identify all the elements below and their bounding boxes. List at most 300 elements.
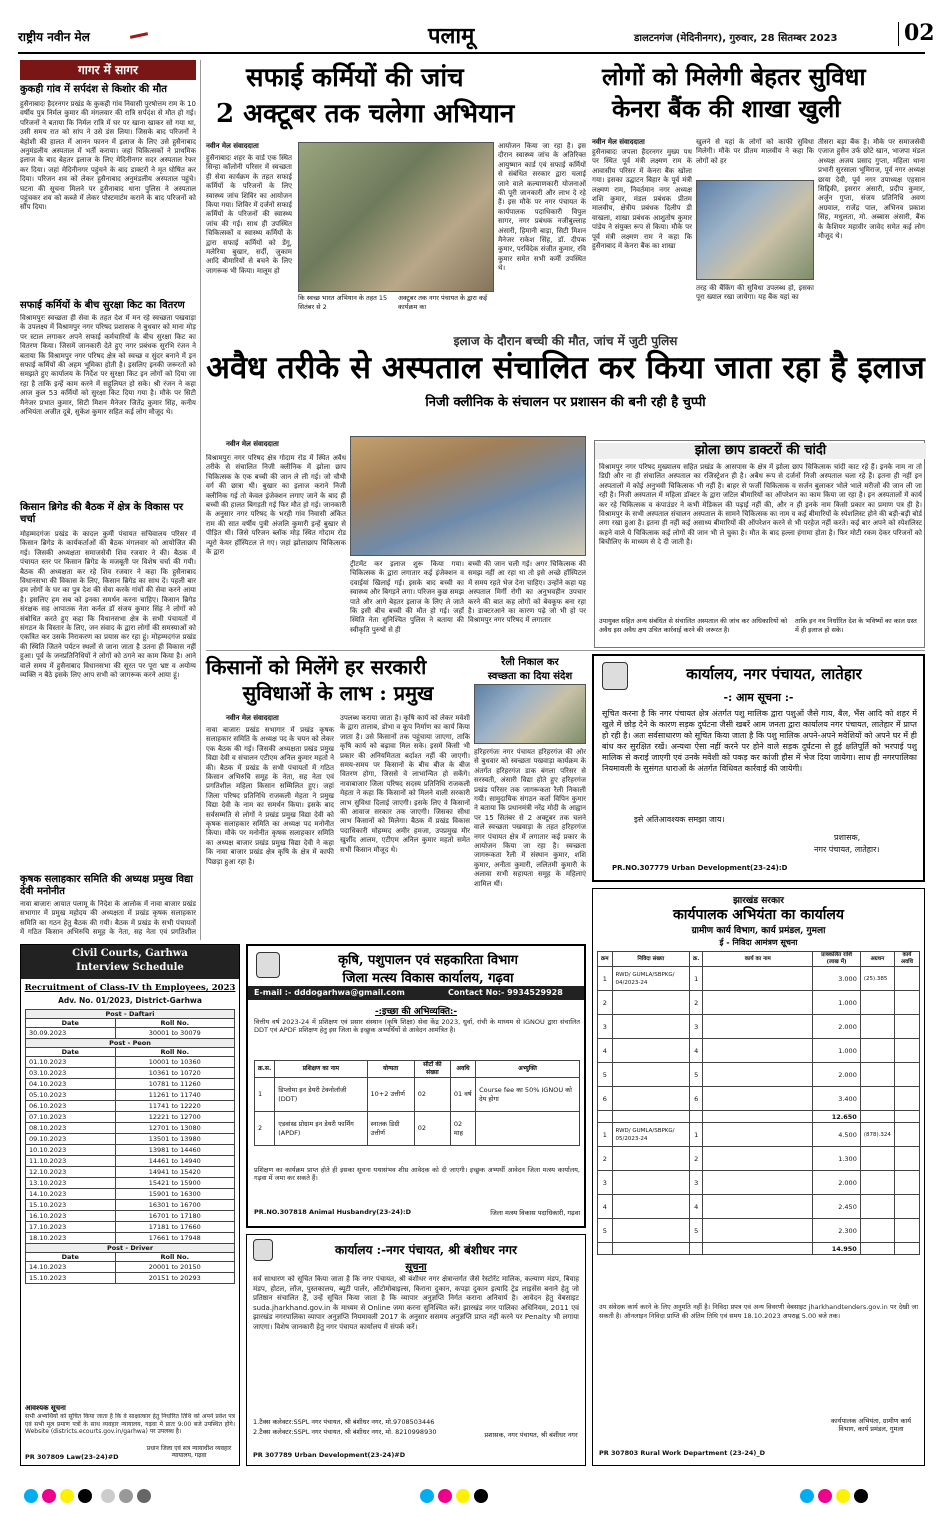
table-cell: 10001 to 10360	[115, 1057, 234, 1068]
masthead	[18, 20, 935, 50]
column-header: Roll No.	[115, 1253, 234, 1262]
table-cell: 03.10.2023	[26, 1068, 116, 1079]
emblem-icon	[256, 952, 280, 978]
table-cell: 11261 to 11740	[115, 1090, 234, 1101]
column-header: प्रशिक्षण का नाम	[275, 1061, 367, 1078]
table-cell	[612, 1063, 689, 1087]
table-cell	[703, 1123, 813, 1147]
table-row	[598, 1171, 920, 1195]
table-cell	[703, 1195, 813, 1219]
story-body: ट्रीटमेंट कर इलाज शुरू किया गया। चिकित्सक के द्वारा लगातार कई इंजेक्शन व दवाईयां खिलाई गई। इसके बाद बच्ची का स्वास्थ्य और बिगड़ने लगा। परिजन कुछ समझ पाते और आगे बेहतर इलाज के लिए ले जाते कि इसी बीच बच्ची की मौत हो गई। जहाँ स्थिति नेता सुनिश्चित पुलिस ने बताया की स्वीकृति पुरुषों से ही	[350, 560, 464, 634]
ad-intro: वित्तीय वर्ष 2023-24 में प्रशिक्षण एवं प्रसार संस्थान (कृषि शिक्षा) सेवा केंद्र 2023, धुर्वा, रांची के माध्यम से IGNOU द्वारा संचालित DDT एवं APDF प्रशिक्षण हेतु इस जिला के इच्छुक अभ्यर्थियों से आवेदन आमंत्रित है।	[254, 1018, 580, 1035]
post-header: Post - Daftari	[26, 1010, 235, 1019]
table-cell	[689, 1243, 702, 1255]
table-cell: 16301 to 16700	[115, 1200, 234, 1211]
ad-release-no: PR.NO.307818 Animal Husbandry(23-24):D	[254, 1208, 412, 1216]
table-cell	[703, 1039, 813, 1063]
ad-contact: 2.टैक्स कलेक्टर:SSPL नगर पंचायत, श्री बंशीधर नगर, मो. 8210998930	[253, 1428, 437, 1436]
table-row	[26, 1048, 235, 1057]
left-column	[20, 60, 196, 936]
table-cell: 1	[689, 967, 702, 991]
table-cell: 1	[598, 967, 613, 991]
table-cell: 2	[598, 991, 613, 1015]
table-cell: 2.000	[813, 1015, 861, 1039]
masthead-rule	[18, 52, 925, 54]
table-row	[598, 952, 920, 967]
ad-email: E-mail :- dddogarhwa@gmail.com	[254, 988, 405, 997]
brief-title: सफाई कर्मियों के बीच सुरक्षा किट का वितरण	[20, 300, 185, 311]
ad-title: Civil Courts, Garhwa	[72, 948, 188, 959]
table-cell	[860, 991, 894, 1015]
table-cell: 02	[414, 1078, 450, 1112]
ad-sub: Recruitment of Class-IV th Employees, 2023	[24, 983, 236, 993]
table-cell: 18.10.2023	[26, 1233, 116, 1244]
story-body: विश्रामपुरः नगर परिषद क्षेत्र गोदाम रोड में स्थित अवैध तरीके से संचालित निजी क्लीनिक में झोला छाप चिकित्सक के एक बच्ची की जान ले ली गई। जो चौथी वर्ग की छात्रा थी। बुखार का इलाज कराने निजी क्लीनिक गई तो केवल इंजेक्शन लगाए जाने के बाद ही बच्ची की हालत बिगड़ती गई फिर मौत हो गई। जानकारी के अनुसार नगर परिषद के भरही गांव निवासी अंकित राम की सात वर्षीय पुत्री अंजलि कुमारी इन्हें बुखार से पीड़ित थी। जिसे परिजन ब्लॉक मोड़ स्थित गोदाम रोड न्यूरो केयर हॉस्पिटल ले गए। जहां झोलाछाप चिकित्सक के द्वारा	[206, 454, 346, 557]
table-row	[26, 1134, 235, 1145]
table-cell: 5	[689, 1219, 702, 1243]
table-row	[26, 1211, 235, 1222]
table-cell	[703, 1111, 813, 1123]
table-row	[26, 1233, 235, 1244]
table-row	[598, 991, 920, 1015]
table-cell: 13501 to 13980	[115, 1134, 234, 1145]
table-row	[598, 1039, 920, 1063]
table-cell: 17181 to 17660	[115, 1222, 234, 1233]
section-strip: गागर में सागर	[20, 60, 196, 80]
table-row	[26, 1057, 235, 1068]
column-header: Roll No.	[115, 1019, 234, 1028]
dateline: डालटनगंज (मेदिनीनगर), गुरुवार, 28 सितम्बर 2023	[634, 33, 838, 44]
table-cell: 2	[255, 1112, 275, 1146]
table-cell: 2.000	[813, 1171, 861, 1195]
ad-bansidhar	[246, 1234, 586, 1466]
brief-title: कृषक सलाहकार समिति की अध्यक्ष प्रमुख विद्या देवी मनोनीत	[20, 874, 193, 897]
post-header: Post - Peon	[26, 1039, 235, 1048]
table-row	[598, 1063, 920, 1087]
table-cell: (878).324	[860, 1123, 894, 1147]
table-row	[26, 1253, 235, 1262]
ad-sub: सूचना	[405, 1262, 427, 1273]
table-cell: 4.500	[813, 1123, 861, 1147]
table-cell: 12701 to 13080	[115, 1123, 234, 1134]
table-cell	[703, 1015, 813, 1039]
table-cell	[703, 1243, 813, 1255]
table-cell: 15.10.2023	[26, 1273, 116, 1284]
headline: केनरा बैंक की शाखा खुली	[612, 94, 841, 123]
news-photo	[298, 142, 494, 292]
main-headline: अवैध तरीके से अस्पताल संचालित कर किया जाता रहा है इलाज	[206, 350, 925, 386]
table-row	[598, 1111, 920, 1123]
column-header: Date	[26, 1048, 116, 1057]
table-row	[26, 1145, 235, 1156]
table-cell	[476, 1112, 580, 1146]
table-cell	[860, 1195, 894, 1219]
ad-tender	[592, 888, 925, 1466]
table-cell	[860, 1039, 894, 1063]
table-cell	[894, 991, 919, 1015]
table-cell: 11.10.2023	[26, 1156, 116, 1167]
print-color-bar	[420, 1488, 540, 1504]
ad-signer: प्रधान जिला एवं सत्र न्यायाधीश व्यवहार न्यायालय, गढ़वा	[146, 1445, 232, 1459]
table-cell: 3.400	[813, 1087, 861, 1111]
column-header: सीटों की संख्या	[414, 1061, 450, 1078]
table-cell	[612, 1171, 689, 1195]
headline: सफाई कर्मियों की जांच	[246, 63, 464, 93]
ad-signer: कार्यपालक अभियंता, ग्रामीण कार्य विभाग, कार्य प्रमंडल, गुमला	[831, 1417, 911, 1433]
table-cell: 13981 to 14460	[115, 1145, 234, 1156]
table-cell	[703, 991, 813, 1015]
table-row	[598, 967, 920, 991]
interview-table	[25, 1009, 235, 1284]
table-cell: 20151 to 20293	[115, 1273, 234, 1284]
table-row	[26, 1101, 235, 1112]
box-caption: उपायुक्त सहित अन्य संबंधित से संचालित अस्पताल की जांच कर अधिकारियों को अवैध इस अवैध क्षय उचित कार्रवाई करने की जरूरत है।	[599, 617, 788, 634]
story-body: तीसरा बड़ा बैंक है। मौके पर समाजसेवी एजाज हुसैन उर्फ छोटे खान, भाजपा मंडल अध्यक्ष अजय प्रसाद गुप्ता, महिला थाना प्रभारी सुरसाला भूमिराज, पूर्व नगर अध्यक्ष छाया देवी, पूर्व नगर उपाध्यक्ष एहसान सिद्दिकी, इसरार अंसारी, प्रदीप कुमार, अर्जुन गुप्ता, संजय प्रतिनिधि अवण अग्रवाल, राजेंद्र पाल, अभिनव प्रकाश सिंह, मधुलता, मो. अब्बास अंसारी, बैंक के कैशियर महावीर जावेद समेत कई लोग मौजूद थे।	[818, 138, 925, 241]
table-cell	[894, 967, 919, 991]
table-cell: 15421 to 15900	[115, 1178, 234, 1189]
column-header: Roll No.	[115, 1048, 234, 1057]
table-row	[26, 1262, 235, 1273]
table-row	[26, 1178, 235, 1189]
table-cell	[894, 1171, 919, 1195]
emblem-icon	[253, 1239, 273, 1261]
section-name: पलामू	[428, 23, 475, 49]
ad-body: सर्व साधारण को सूचित किया जाता है कि नगर पंचायत, श्री बंशीधर नगर क्षेत्रान्तर्गत जैसे रेस्टोरेंट मालिक, कल्याण मंडप, बिवाह मंडप, होटल, लॉज, पुस्तकालय, ब्यूटी पार्लर, ऑटोमोबाइल्स, किराना दुकान, कपड़ा दुकान इत्यादि ट्रेड लाइसेंस बनाने हेतु जो प्रतिष्ठान संचालित हैं, उन्हें सूचित किया जाता है कि व्यापार अनुज्ञप्ति निर्गत कराना अनिवार्य है। आवेदन हेतु वेबसाइट suda.jharkhand.gov.in के माध्यम से Online जमा करना सुनिश्चित करें। झारखंड नगर पालिका अधिनियम, 2011 एवं झारखंड नगरपालिका व्यापार अनुज्ञप्ति नियमावली 2017 के अनुसार ससमय अनुज्ञप्ति प्राप्त नहीं करने पर Penalty भी लगाया जाएगा। विशेष जानकारी हेतु नगर पंचायत कार्यालय में संपर्क करें।	[253, 1275, 579, 1331]
table-row	[255, 1112, 580, 1146]
table-cell	[612, 1015, 689, 1039]
table-cell: 11741 to 12220	[115, 1101, 234, 1112]
table-cell: 3	[689, 1171, 702, 1195]
table-row	[598, 1015, 920, 1039]
table-cell: 07.10.2023	[26, 1112, 116, 1123]
notes-body: सभी अभ्यर्थियों को सूचित किया जाता है कि वे साक्षात्कार हेतु निर्धारित तिथि को अपने प्रवेश पत्र एवं सभी मूल प्रमाण पत्रों के साथ व्यवहार न्यायालय, गढ़वा में प्रातः 9:00 बजे उपस्थित होंगे। Website (districts.ecourts.gov.in/garhwa) पर उपलब्ध है।	[25, 1413, 235, 1435]
ad-krishi	[246, 944, 586, 1228]
ad-release-no: PR.NO.307779 Urban Development(23-24):D	[612, 864, 788, 872]
table-cell	[860, 1015, 894, 1039]
table-cell: 05.10.2023	[26, 1090, 116, 1101]
table-cell: 1.000	[813, 1039, 861, 1063]
table-cell: 12.10.2023	[26, 1167, 116, 1178]
table-row	[26, 1019, 235, 1028]
table-cell: 02 माह	[450, 1112, 475, 1146]
byline: नवीन मेल संवाददाता	[226, 714, 279, 722]
table-cell	[894, 1123, 919, 1147]
table-cell: 14.10.2023	[26, 1189, 116, 1200]
table-cell: 08.10.2023	[26, 1123, 116, 1134]
ad-title: कार्यपालक अभियंता का कार्यालय	[673, 907, 844, 923]
paper-name: राष्ट्रीय नवीन मेल	[18, 30, 90, 44]
table-cell: 02	[414, 1112, 450, 1146]
table-cell	[860, 1111, 894, 1123]
table-cell: 3.000	[813, 967, 861, 991]
table-cell: 1	[255, 1078, 275, 1112]
table-cell: 15.10.2023	[26, 1200, 116, 1211]
table-cell: 2	[689, 1147, 702, 1171]
table-cell	[894, 1111, 919, 1123]
story-body: तरह की बैंकिंग की सुविधा उपलब्ध हो, इसका पूरा ख्याल रखा जायेगा। यह बैंक यहां का	[696, 284, 814, 302]
table-cell	[689, 1111, 702, 1123]
story-kisan	[206, 654, 470, 936]
table-cell	[894, 1015, 919, 1039]
table-cell: 10.10.2023	[26, 1145, 116, 1156]
table-cell	[703, 967, 813, 991]
column-header: Date	[26, 1019, 116, 1028]
brief-body: विश्रामपुरः स्वच्छता ही सेवा के तहत देश में मन रहे स्वच्छता पखवाड़ा के उपलक्ष्य में विश्रामपुर नगर परिषद प्रशासक ने बुधवार को माना मोड़ पर स्टाल लगाकर अपने सफाई कर्मचारियों के बीच सुरक्षा किट का वितरण किया। जिसमें जानकारी देते हुए नगर प्रबंधक सुरभि रंजन ने बताया कि विश्रामपुर नगर परिषद क्षेत्र को स्वच्छ व सुंदर बनाने में इन सफाई कर्मियों की अहम भूमिका होती है। इसलिए इनकी जरूरतों को समझते हुए कार्यालय के निर्देश पर सुरक्षा किट इन लोगों को दिया जा रहा है ताकि इन्हें काम करने में सहूलियत हो सके। श्री रंजन ने कहा आज कुल 53 कर्मियों को सुरक्षा किट दिया गया है। मौके पर सिटी मैनेजर प्रभात कुमार, सिटी मिशन मैनेजर जितेंद्र कुमार सिंह, कनीय अभियंता अजीत दूबे, सुकेश कुमार सहित कई लोग मौजूद थे।	[20, 314, 196, 417]
box-caption: ताकि इन नव निर्धारित देश के भविष्यों का काल ग्रस्त में ही इलाज हो सके।	[795, 617, 917, 634]
table-cell: 4	[598, 1039, 613, 1063]
table-cell: 15901 to 16300	[115, 1189, 234, 1200]
table-cell	[703, 1147, 813, 1171]
table-cell: 2	[598, 1147, 613, 1171]
table-row	[598, 1147, 920, 1171]
table-cell: 14.950	[813, 1243, 861, 1255]
column-header: कार्य अवधि	[894, 952, 919, 967]
table-cell	[860, 1219, 894, 1243]
page-number: 02	[904, 20, 935, 46]
column-header: क्रम	[598, 952, 613, 967]
table-row	[255, 1061, 580, 1078]
ad-adv-no: Adv. No. 01/2023, District-Garhwa	[58, 996, 202, 1005]
table-cell: 2	[689, 991, 702, 1015]
table-row	[26, 1079, 235, 1090]
table-row	[598, 1243, 920, 1255]
headline: लोगों को मिलेगी बेहतर सुविधा	[602, 62, 866, 91]
tender-table-wrap	[597, 951, 920, 1297]
column-header: अग्रधन	[860, 952, 894, 967]
table-cell: 30.09.2023	[26, 1028, 116, 1039]
ad-footer: प्रशिक्षण का कार्यक्रम प्राप्त होते ही इसका सूचना यथासंभव शीघ्र आवेदक को दी जाएगी। इच्छुक अभ्यर्थी आवेदन जिला मत्स्य कार्यालय, गढ़वा में जमा कर सकते हैं।	[254, 1166, 580, 1183]
table-cell: 16701 to 17180	[115, 1211, 234, 1222]
table-cell	[703, 1171, 813, 1195]
ad-signer: प्रशासक, नगर पंचायत, श्री बंशीधर नगर	[484, 1431, 578, 1439]
story-safai	[206, 62, 586, 328]
ad-body: सूचित करना है कि नगर पंचायत क्षेत्र अंतर्गत पशु मालिक द्वारा पशुओं जैसे गाय, बैल, भैंस आदि को शहर में खुले में छोड़ देने के कारण सड़क दुर्घटना जैसी खबरें आम जनता द्वारा कार्यालय नगर पंचायत, लातेहार में प्राप्त हो रही है। अतः सर्वसाधारण को सूचित किया जाता है कि पशु मालिक अपने-अपने मवेशियों को अपने घर में ही बांध कर सुरक्षित रखें। अन्यथा ऐसा नहीं करने पर होने वाले सड़क दुर्घटना से हुई क्षतिपूर्ति को भरपाई पशु मालिक से कराई जाएगी एवं उनके मवेशी को पकड़ कर कांजी हौस में भेज दिया जायेगा। साथ ही नगरपालिका नियमावली के सुसंगत धाराओं के अंतर्गत विधिवत कार्रवाई की जायेगी।	[602, 709, 917, 773]
ad-gov: झारखंड सरकार	[733, 896, 784, 906]
ad-title: कार्यालय :-नगर पंचायत, श्री बंशीधर नगर	[335, 1243, 517, 1257]
emblem-icon	[602, 662, 628, 690]
table-cell: 01 वर्ष	[450, 1078, 475, 1112]
story-hospital	[206, 414, 590, 644]
brief-body: नावा बाजारः आयात पलामू के निदेश के आलोक में नावा बाजार प्रखंड सभागार में प्रमुख महोदय की अध्यक्षता में प्रखंड कृषक सलाहकार समिति का गठन हेतु बैठक की गयी। बैठक में प्रखंड के सभी पंचायतों में गठित किसान अभिरुचि समूह के नेता, सह नेता एवं प्रगतिशील	[20, 900, 196, 936]
table-cell	[703, 1063, 813, 1087]
table-cell	[598, 1111, 613, 1123]
story-body: उपलब्ध कराया जाता है। कृषि कार्य को लेकर मवेशी के द्वारा तालाब, डोभा व कूप निर्माण का कार्य किया जाता है। उसे किसानों तक पहुंचाया जाएगा, ताकि कृषि कार्य को बढ़ावा मिल सके। इसमें किसी भी प्रकार की अनियमितता बर्दाश्त नहीं की जाएगी। समय-समय पर किसानों के बीच बीज के बीज वितरण होगा, जिससे वे लाभान्वित हो सकेंगे। नावाबाजार जिला परिषद सदस्य प्रतिनिधि राजकली मेहता ने कहा कि किसानों को मिलने वाली सरकारी लाभ सुविधा दिलाई जाएगी। इसके लिए वे किसानों की आवाज सरकार तक जाएगी। जिसका सीधा लाभ किसानों को मिलेगा। बैठक में प्रखंड विकास पदाधिकारी मोहम्मद अमीर हमजा, उपप्रमुख मीर खुर्शीद आलम, एटीएम अनिल कुमार महतो समेत सभी किसान मौजूद थे।	[340, 714, 470, 854]
byline: नवीन मेल संवाददाता	[226, 440, 279, 448]
table-cell: 12.650	[813, 1111, 861, 1123]
tender-table	[597, 951, 920, 1255]
table-cell: 13.10.2023	[26, 1178, 116, 1189]
table-cell	[860, 1063, 894, 1087]
column-header: अवधि	[450, 1061, 475, 1078]
table-row	[26, 1156, 235, 1167]
table-cell: 4	[598, 1195, 613, 1219]
table-cell: 09.10.2023	[26, 1134, 116, 1145]
table-cell: 5	[598, 1219, 613, 1243]
table-cell: 2.450	[813, 1195, 861, 1219]
table-cell	[860, 1243, 894, 1255]
story-body: हरिहरगंजः नगर पंचायत हरिहरगंज की ओर से बुधवार को स्वच्छता पखवाड़ा कार्यक्रम के अंतर्गत हरिहरगंज डाक बंगला परिसर से सरस्वती, अंसारी विद्या होते हुए हरिहरगंज प्रखंड परिसर तक जागरूकता रैली निकाली गयी। सामुदायिक संगठन कर्ता विपिन कुमार ने बताया कि प्रधानमंत्री नरेंद्र मोदी के आह्वान पर 15 सितंबर से 2 अक्टूबर तक चलने वाले स्वच्छता पखवाड़ा के तहत हरिहरगंज नगर पंचायत क्षेत्र में लगातार कई प्रकार के आयोजन किया जा रहा है। स्वच्छता जागरूकता रैली में संस्थान कुमार, शशि कुमार, अनीता कुमारी, ललितमी कुमारी के अलावा सभी सहायता समूह के महिलाएं शामिल थीं।	[474, 748, 586, 888]
table-cell: 16.10.2023	[26, 1211, 116, 1222]
table-cell: (25).385	[860, 967, 894, 991]
news-photo	[696, 180, 814, 280]
byline: नवीन मेल संवाददाता	[592, 138, 645, 146]
table-cell: 10361 to 10720	[115, 1068, 234, 1079]
pen-icon	[130, 32, 148, 39]
table-cell: 01.10.2023	[26, 1057, 116, 1068]
story-body: बच्ची की जान चली गई। अगर चिकित्सक की समझ नहीं आ रहा था तो इसे अच्छे हॉस्पिटल में समय रहते भेज देना चाहिए। उन्होंने कहा यह अस्पताल मिर्गी रोगी का अनुभवहीन उपचार करने की बात कह लोगों को बेवकूफ बना रहा है। डाक्टरआने का कारण पढ़े जो भी हो पर विश्रामपुर नगर परिषद में लगातार	[468, 560, 586, 625]
column-header: निविदा संख्या	[612, 952, 689, 967]
photo-caption: अक्टूबर तक नगर पंचायत के द्वारा कई कार्यक्रम का	[398, 294, 488, 311]
table-cell: 30001 to 30079	[115, 1028, 234, 1039]
table-cell: 2.300	[813, 1219, 861, 1243]
table-cell: Course fee का 50% IGNOU को देय होगा	[476, 1078, 580, 1112]
table-cell	[894, 1219, 919, 1243]
column-header: प्राक्कलित राशि (लाख में)	[813, 952, 861, 967]
table-cell: RWD/ GUMLA/SBPKG/ 04/2023-24	[612, 967, 689, 991]
table-cell: 1.000	[813, 991, 861, 1015]
table-cell	[612, 1147, 689, 1171]
table-cell: 1	[689, 1123, 702, 1147]
table-cell: 1	[598, 1123, 613, 1147]
table-cell	[598, 1243, 613, 1255]
column-header: क्र.स.	[255, 1061, 275, 1078]
ad-release-no: PR 307789 Urban Development(23-24)#D	[253, 1451, 406, 1459]
brief-body: मोहम्मदगंजः प्रखंड के कादल कुर्मी पंचायत सचिवालय परिसर में किसान ब्रिगेड के कार्यकर्ताओं की बैठक मंगलवार को आयोजित की गई। जिसकी अध्यक्षता समाजसेवी शिव रजवार ने की। बैठक में पंचायत स्तर पर किसान ब्रिगेड के मजबूती पर विशेष चर्चा की गयी। बैठक की अध्यक्षता कर रहे शिव रजवार ने कहा कि हुसैनाबाद विधानसभा की विकास के लिए, किसान ब्रिगेड का साथ दें। पहली बार हम लोगों के घर का पुत्र देश की सेवा करके गांवों की सेवा करने आया है। इसलिए हम सब को इनका समर्थन करना चाहिए। किसान ब्रिगेड संरक्षक सह आपातक नेता कर्नल डॉ संजय कुमार सिंह ने लोगों को संबोधित करते हुए कहा कि विधानसभा क्षेत्र के सभी पंचायतों में संगठन के विस्तार के लिए, जन संवाद के द्वारा लोगों की समस्याओं को एकत्रित कर उसके निराकरण का प्रयास कर रहा हूं। मोहम्मदगंज प्रखंड की स्थिति जितने पर्यटन स्थलों से जाना जाता है उतना ही विकास नहीं हुआ। पूर्व के जनप्रतिनिधियों ने लोगों को ठगने का काम किया है। आने वाले समय में हुसैनाबाद विधानसभा की सूरत पर पूरा भ्रष्ट व अयोग्य व्यक्ति न बैठे इसके लिए आप सभी को जागरूक करने आया हूं।	[20, 530, 196, 680]
table-row	[26, 1222, 235, 1233]
story-body: खुलने से यहां के लोगों को काफी सुविधा मिलेगी। मौके पर प्रीतम मालवीय ने कहा कि लोगों को हर	[696, 138, 814, 165]
ad-release-no: PR 307803 Rural Work Department (23-24)_D	[599, 1449, 766, 1457]
table-cell: 6	[598, 1087, 613, 1111]
table-cell: 06.10.2023	[26, 1101, 116, 1112]
column-header: Date	[26, 1253, 116, 1262]
ad-signer: प्रशासक,	[834, 833, 861, 842]
table-cell	[894, 1195, 919, 1219]
post-header: Post - Driver	[26, 1244, 235, 1253]
headline: स्वच्छता का दिया संदेश	[487, 671, 573, 682]
table-cell: 5	[598, 1063, 613, 1087]
table-cell	[612, 1195, 689, 1219]
table-row	[26, 1123, 235, 1134]
table-cell	[703, 1219, 813, 1243]
photo-caption: कि स्वच्छ भारत अभियान के तहत 15 सितंबर से 2	[298, 294, 388, 311]
notes-title: आवश्यक सूचना	[25, 1403, 66, 1412]
ad-contact: 1.टैक्स कलेक्टर:SSPL नगर पंचायत, श्री बंशीधर नगर, मो.9708503446	[253, 1418, 435, 1426]
table-cell: एडवांस्ड प्रोग्राम इन डेयरी फार्मिंग (APDF)	[275, 1112, 367, 1146]
table-cell: 5	[689, 1063, 702, 1087]
table-cell	[703, 1087, 813, 1111]
table-cell	[894, 1243, 919, 1255]
story-rally	[474, 654, 586, 936]
table-row	[26, 1189, 235, 1200]
table-cell: 14461 to 14940	[115, 1156, 234, 1167]
table-cell: 3	[598, 1015, 613, 1039]
table-cell	[612, 1039, 689, 1063]
table-cell	[894, 1147, 919, 1171]
headline: सुविधाओं के लाभ : प्रमुख	[242, 681, 434, 705]
ad-sub: ग्रामीण कार्य विभाग, कार्य प्रमंडल, गुमला	[691, 926, 826, 936]
table-cell	[860, 1087, 894, 1111]
box-body: विश्रामपुर नगर परिषद मुख्यालय सहित प्रखंड के आसपास के क्षेत्र में झोला छाप चिकित्सक चांदी काट रहे हैं। इनके नाम ना तो डिग्री और ना ही संचालित अस्पताल का रजिस्ट्रेशन ही है। अबैध रूप से दर्जनों निजी अस्पताल चला रहे हैं। इतना ही नहीं इन अस्पतालों में कोई अनुभवी चिकित्सक भी नहीं है। बाहर से फर्जी चिकित्सक व सर्जन बुलाकर भोले भाले मरीजों की जान ली जा रही है। निजी अस्पताल में महिला डॉक्टर के द्वारा जटिल बीमारियों का ऑपरेशन का काम किया जा रहा है। इन अस्पतालों में कार्य कर रहे चिकित्सक व कंपाउंडर ने कभी मेडिकल की पढ़ाई नहीं की, और न ही इनके नाम किसी प्रकार का प्रमाण पत्र ही है। विश्रामपुर के सभी अस्पताल संचालन अस्पताल के सामने चिकित्सक का नाम व कई बीमारियों के स्पेशलिस्ट होने की बड़ी-बड़ी बोर्ड लगा रखा हुआ है। इतना ही नहीं कई असाध्य बीमारियों की ऑपरेशन करने से भी परहेज नहीं करते। कई बार अपने को स्पेशलिस्ट कहने वाले ये चिकित्सक कई लोगों की जान भी ले चुका है। मौत के बाद हल्ला हंगामा होता है। फिर मोटी रकम देकर परिजनों को बिचौलिए के माध्यम से दे दी जाती है।	[599, 463, 922, 547]
table-row	[598, 1123, 920, 1147]
headline: 2 अक्टूबर तक चलेगा अभियान	[216, 99, 515, 129]
story-body: हुसैनाबादः जपला हैदरनगर मुख्य पथ पर स्थित पूर्व मंत्री लक्ष्मण राम के आवासीय परिसर में केनरा बैंक खोला गया। इसका उद्घाटन बिहार के पूर्व मंत्री लक्ष्मण राम, निवर्तमान नगर अध्यक्ष शशि कुमार, मंडल प्रबंधक प्रीतम मालवीय, क्षेत्रीय प्रबंधक दिलीप डी वाखला, शाखा प्रबंधक आशुतोष कुमार पांडेय ने संयुक्त रूप से किया। मौके पर पूर्व मंत्री लक्ष्मण राम ने कहा कि हुसैनाबाद में केनरा बैंक का शाखा	[592, 148, 692, 251]
table-cell: डिप्लोमा इन डेयरी टेक्नोलॉजी (DDT)	[275, 1078, 367, 1112]
ad-signer: नगर पंचायत, लातेहार।	[814, 845, 880, 854]
table-cell	[612, 1219, 689, 1243]
box-title: झोला छाप डाक्टरों की चांदी	[595, 443, 926, 459]
table-row	[26, 1090, 235, 1101]
table-cell: 4	[689, 1195, 702, 1219]
table-row	[26, 1273, 235, 1284]
table-cell: RWD/ GUMLA/SBPKG/ 05/2023-24	[612, 1123, 689, 1147]
table-cell: स्नातक डिग्री उत्तीर्ण	[367, 1112, 414, 1146]
ad-closing: इसे अतिआवश्यक समझा जाय।	[634, 815, 725, 824]
table-cell	[894, 1063, 919, 1087]
table-row	[26, 1167, 235, 1178]
table-cell	[894, 1087, 919, 1111]
table-cell: 2.000	[813, 1063, 861, 1087]
table-row	[26, 1028, 235, 1039]
table-row	[598, 1195, 920, 1219]
table-cell: 04.10.2023	[26, 1079, 116, 1090]
table-cell: 1.300	[813, 1147, 861, 1171]
news-photo	[474, 684, 586, 744]
ad-title: जिला मत्स्य विकास कार्यालय, गढ़वा	[342, 971, 514, 986]
table-cell: 10+2 उत्तीर्ण	[367, 1078, 414, 1112]
ad-release-no: PR 307809 Law(23-24)#D	[25, 1453, 119, 1461]
table-row	[26, 1010, 235, 1019]
ad-court	[20, 944, 240, 1466]
table-cell: 14.10.2023	[26, 1262, 116, 1273]
tender-notes: उप संवेदक कार्य करने के लिए अनुमति नहीं है। निविदा प्रपत्र एवं अन्य विवरणी वेबसाइट jharkhandtenders.gov.in पर देखी जा सकती है। ऑनलाइन निविदा प्राप्ति की अंतिम तिथि एवं समय 18.10.2023 अपराह्न 5.00 बजे तक।	[599, 1303, 918, 1321]
table-cell	[612, 1243, 689, 1255]
training-table	[254, 1060, 580, 1146]
table-row	[26, 1112, 235, 1123]
ad-title: Interview Schedule	[76, 962, 184, 973]
table-cell: 3	[689, 1015, 702, 1039]
ad-contact: Contact No:- 9934529928	[448, 988, 563, 997]
table-cell: 10781 to 11260	[115, 1079, 234, 1090]
table-cell	[894, 1039, 919, 1063]
ad-sub: -: आम सूचना :-	[723, 691, 794, 704]
byline: नवीन मेल संवाददाता	[206, 142, 259, 150]
table-cell	[612, 1111, 689, 1123]
headline: किसानों को मिलेंगे हर सरकारी	[206, 655, 427, 679]
jhola-box	[594, 440, 925, 648]
column-header: कार्य का नाम	[703, 952, 813, 967]
story-body: हुसैनाबादः शहर के वार्ड एक स्थित सिन्हा कॉलोनी परिसर में स्वच्छता ही सेवा कार्यक्रम के तहत सफाई कर्मियों के परिजनों के लिए स्वास्थ्य जांच शिविर का आयोजन किया गया। शिविर में दर्जनों सफाई कर्मियों के परिजनों की स्वास्थ्य जांच की गई। साथ ही उपस्थित चिकित्सकों व स्वास्थ्य कर्मियों के द्वारा सफाई कर्मियों को डेंगू, मलेरिया बुखार, सर्दी, जुकाम आदि बीमारियों से बचने के लिए जागरूक भी किया। मालूम हो	[206, 154, 292, 275]
table-row	[26, 1200, 235, 1211]
ad-signer: जिला मत्स्य विकास पदाधिकारी, गढ़वा	[490, 1209, 580, 1217]
news-photo	[350, 436, 586, 556]
story-body: आयोजन किया जा रहा है। इस दौरान स्वास्थ्य जांच के अतिरिक्त आयुष्मान कार्ड एवं सफाई कर्मियों से संबंधित सरकार द्वारा चलाई जाने वाले कल्याणकारी योजनाओं की पूरी जानकारी और लाभ दे रहे हैं। इस मौके पर नगर पंचायत के कार्यपालक पदाधिकारी विपुल सागर, नगर प्रबंधक नजीबुल्लाह अंसारी, हिमानी बाड़ा, सिटी मिशन मैनेजर राकेश सिंह, डॉ. दीपक कुमार, परविंदेक संजीत कुमार, रवि कुमार समेत सभी कर्मी उपस्थित थे।	[498, 142, 586, 273]
headline: रैली निकाल कर	[501, 657, 559, 668]
table-row	[26, 1068, 235, 1079]
ad-title: कार्यालय, नगर पंचायत, लातेहार	[686, 665, 862, 683]
table-cell: 17.10.2023	[26, 1222, 116, 1233]
column-header: अभ्युक्ति	[476, 1061, 580, 1078]
table-row	[26, 1244, 235, 1253]
table-cell: 3	[598, 1171, 613, 1195]
table-cell: 6	[689, 1087, 702, 1111]
table-row	[598, 1219, 920, 1243]
brief-body: हुसैनाबादः हैदरनगर प्रखंड के कुकही गांव निवासी पुरषोत्तम राम के 10 वर्षीय पुत्र निर्मल कुमार की मंगलवार की रात्रि सर्पदंश से मौत हो गई। परिजनों ने बताया कि निर्मल रात्रि में घर पर खाना खाकर सो गया था, उसी समय रात को सांप ने उसे डंस लिया। जिसके बाद परिजनों ने बेहोशी की हालत में आनन फानन में इलाज के लिए उसे हुसैनाबाद अनुमंडलीय अस्पताल में भर्ती कराया। जहां चिकित्सकों ने प्राथमिक इलाज के बाद बेहतर इलाज के लिए मेदिनीनगर सदर अस्पताल रेफर कर दिया। जहां मेदिनीनगर पहुंचने के बाद डाक्टरों ने मृत घोषित कर दिया। परिजन शव को लेकर हुसैनाबाद अनुमंडलीय अस्पताल पहुंचे। घटना की सूचना मिलने पर हुसैनाबाद थाना पुलिस ने अस्पताल पहुंचकर शव को कब्जे में लेकर पोस्टमार्टम कराने के बाद परिजनों को सौंप दिया।	[20, 100, 196, 212]
table-cell: 20001 to 20150	[115, 1262, 234, 1273]
ad-sub: -:इच्छा की अभिव्यक्ति:-	[374, 1007, 458, 1017]
table-row	[598, 1087, 920, 1111]
table-cell: 4	[689, 1039, 702, 1063]
ad-title: कृषि, पशुपालन एवं सहकारिता विभाग	[338, 953, 518, 968]
